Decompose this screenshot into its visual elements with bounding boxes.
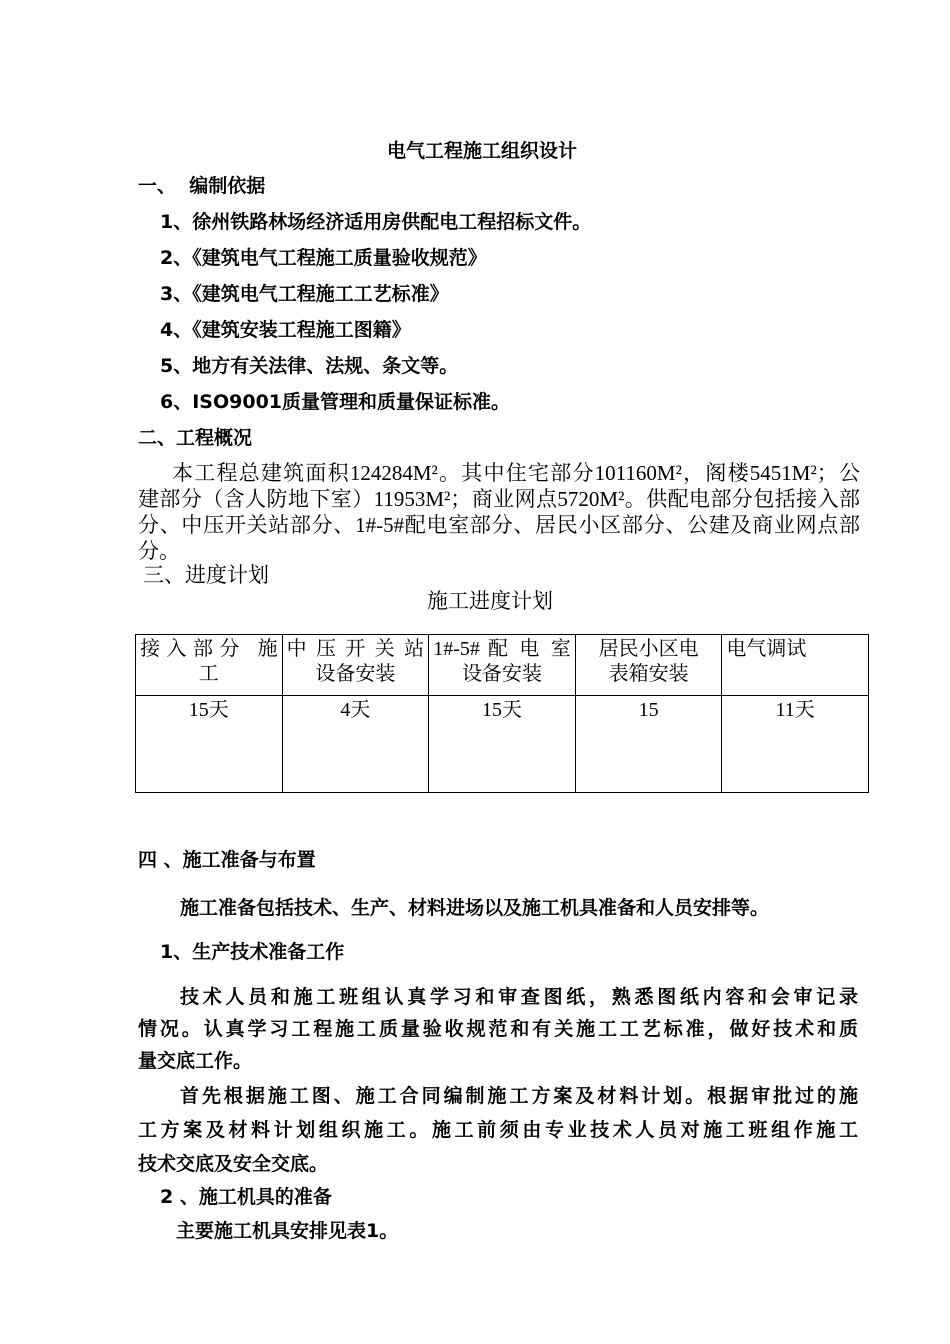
paragraph-line: 量交底工作。 [138, 1050, 253, 1072]
paragraph-line: 情况。认真学习工程施工质量验收规范和有关施工工艺标准，做好技术和质 [138, 1018, 858, 1040]
basis-item: 3、《建筑电气工程施工工艺标准》 [160, 283, 449, 305]
basis-item: 6、ISO9001质量管理和质量保证标准。 [160, 391, 511, 413]
basis-item: 1、徐州铁路林场经济适用房供配电工程招标文件。 [160, 211, 592, 233]
header-cell [136, 635, 283, 696]
paragraph-line: 首先根据施工图、施工合同编制施工方案及材料计划。根据审批过的施 [180, 1085, 858, 1107]
header-cell [722, 635, 869, 696]
header-line: 电气调试 [726, 638, 807, 660]
basis-item: 5、地方有关法律、法规、条文等。 [160, 355, 459, 377]
paragraph-line: 技术交底及安全交底。 [138, 1153, 329, 1175]
header-line: 设备安装 [315, 663, 396, 685]
duration-cell: 15 [575, 696, 722, 793]
section-2-heading: 二、工程概况 [138, 427, 253, 449]
header-cell [575, 635, 722, 696]
duration-cell: 4天 [282, 696, 429, 793]
duration-cell: 15天 [136, 696, 283, 793]
header-line: 1#-5# 配 电 室 [433, 638, 571, 660]
prep-intro: 施工准备包括技术、生产、材料进场以及施工机具准备和人员安排等。 [180, 897, 770, 919]
overview-line: 分、中压开关站部分、1#-5#配电室部分、居民小区部分、公建及商业网点部 [138, 513, 860, 537]
document-title: 电气工程施工组织设计 [387, 140, 578, 162]
header-line: 工 [198, 663, 219, 685]
duration-cell: 11天 [722, 696, 869, 793]
schedule-table [135, 634, 869, 793]
subsection-1-heading: 1、生产技术准备工作 [160, 941, 345, 963]
duration-cell: 15天 [429, 696, 576, 793]
subsection-2-heading: 2 、施工机具的准备 [160, 1186, 332, 1208]
basis-item: 4、《建筑安装工程施工图籍》 [160, 319, 411, 341]
schedule-caption: 施工进度计划 [427, 589, 553, 613]
overview-line: 本工程总建筑面积124284M²。其中住宅部分101160M²，阁楼5451M²；公 [172, 461, 860, 485]
header-line: 设备安装 [461, 663, 542, 685]
basis-item: 2、《建筑电气工程施工质量验收规范》 [160, 247, 487, 269]
header-line: 接入部分 施 [140, 638, 278, 660]
section-3-heading: 三、进度计划 [143, 563, 269, 587]
paragraph-line: 工方案及材料计划组织施工。施工前须由专业技术人员对施工班组作施工 [138, 1119, 858, 1141]
table-row [136, 696, 869, 793]
paragraph-line: 主要施工机具安排见表1。 [176, 1220, 399, 1242]
section-4-heading: 四 、施工准备与布置 [138, 849, 316, 871]
table-header-row [136, 635, 869, 696]
header-cell [282, 635, 429, 696]
header-line: 居民小区电 [598, 638, 699, 660]
overview-line: 分。 [138, 539, 180, 563]
section-1-heading: 一、 编制依据 [138, 175, 266, 197]
overview-line: 建部分（含人防地下室）11953M²；商业网点5720M²。供配电部分包括接入部 [138, 487, 860, 511]
header-line: 表箱安装 [608, 663, 689, 685]
header-line: 中压开关站 [286, 638, 425, 660]
header-cell [429, 635, 576, 696]
paragraph-line: 技术人员和施工班组认真学习和审查图纸，熟悉图纸内容和会审记录 [180, 986, 858, 1008]
